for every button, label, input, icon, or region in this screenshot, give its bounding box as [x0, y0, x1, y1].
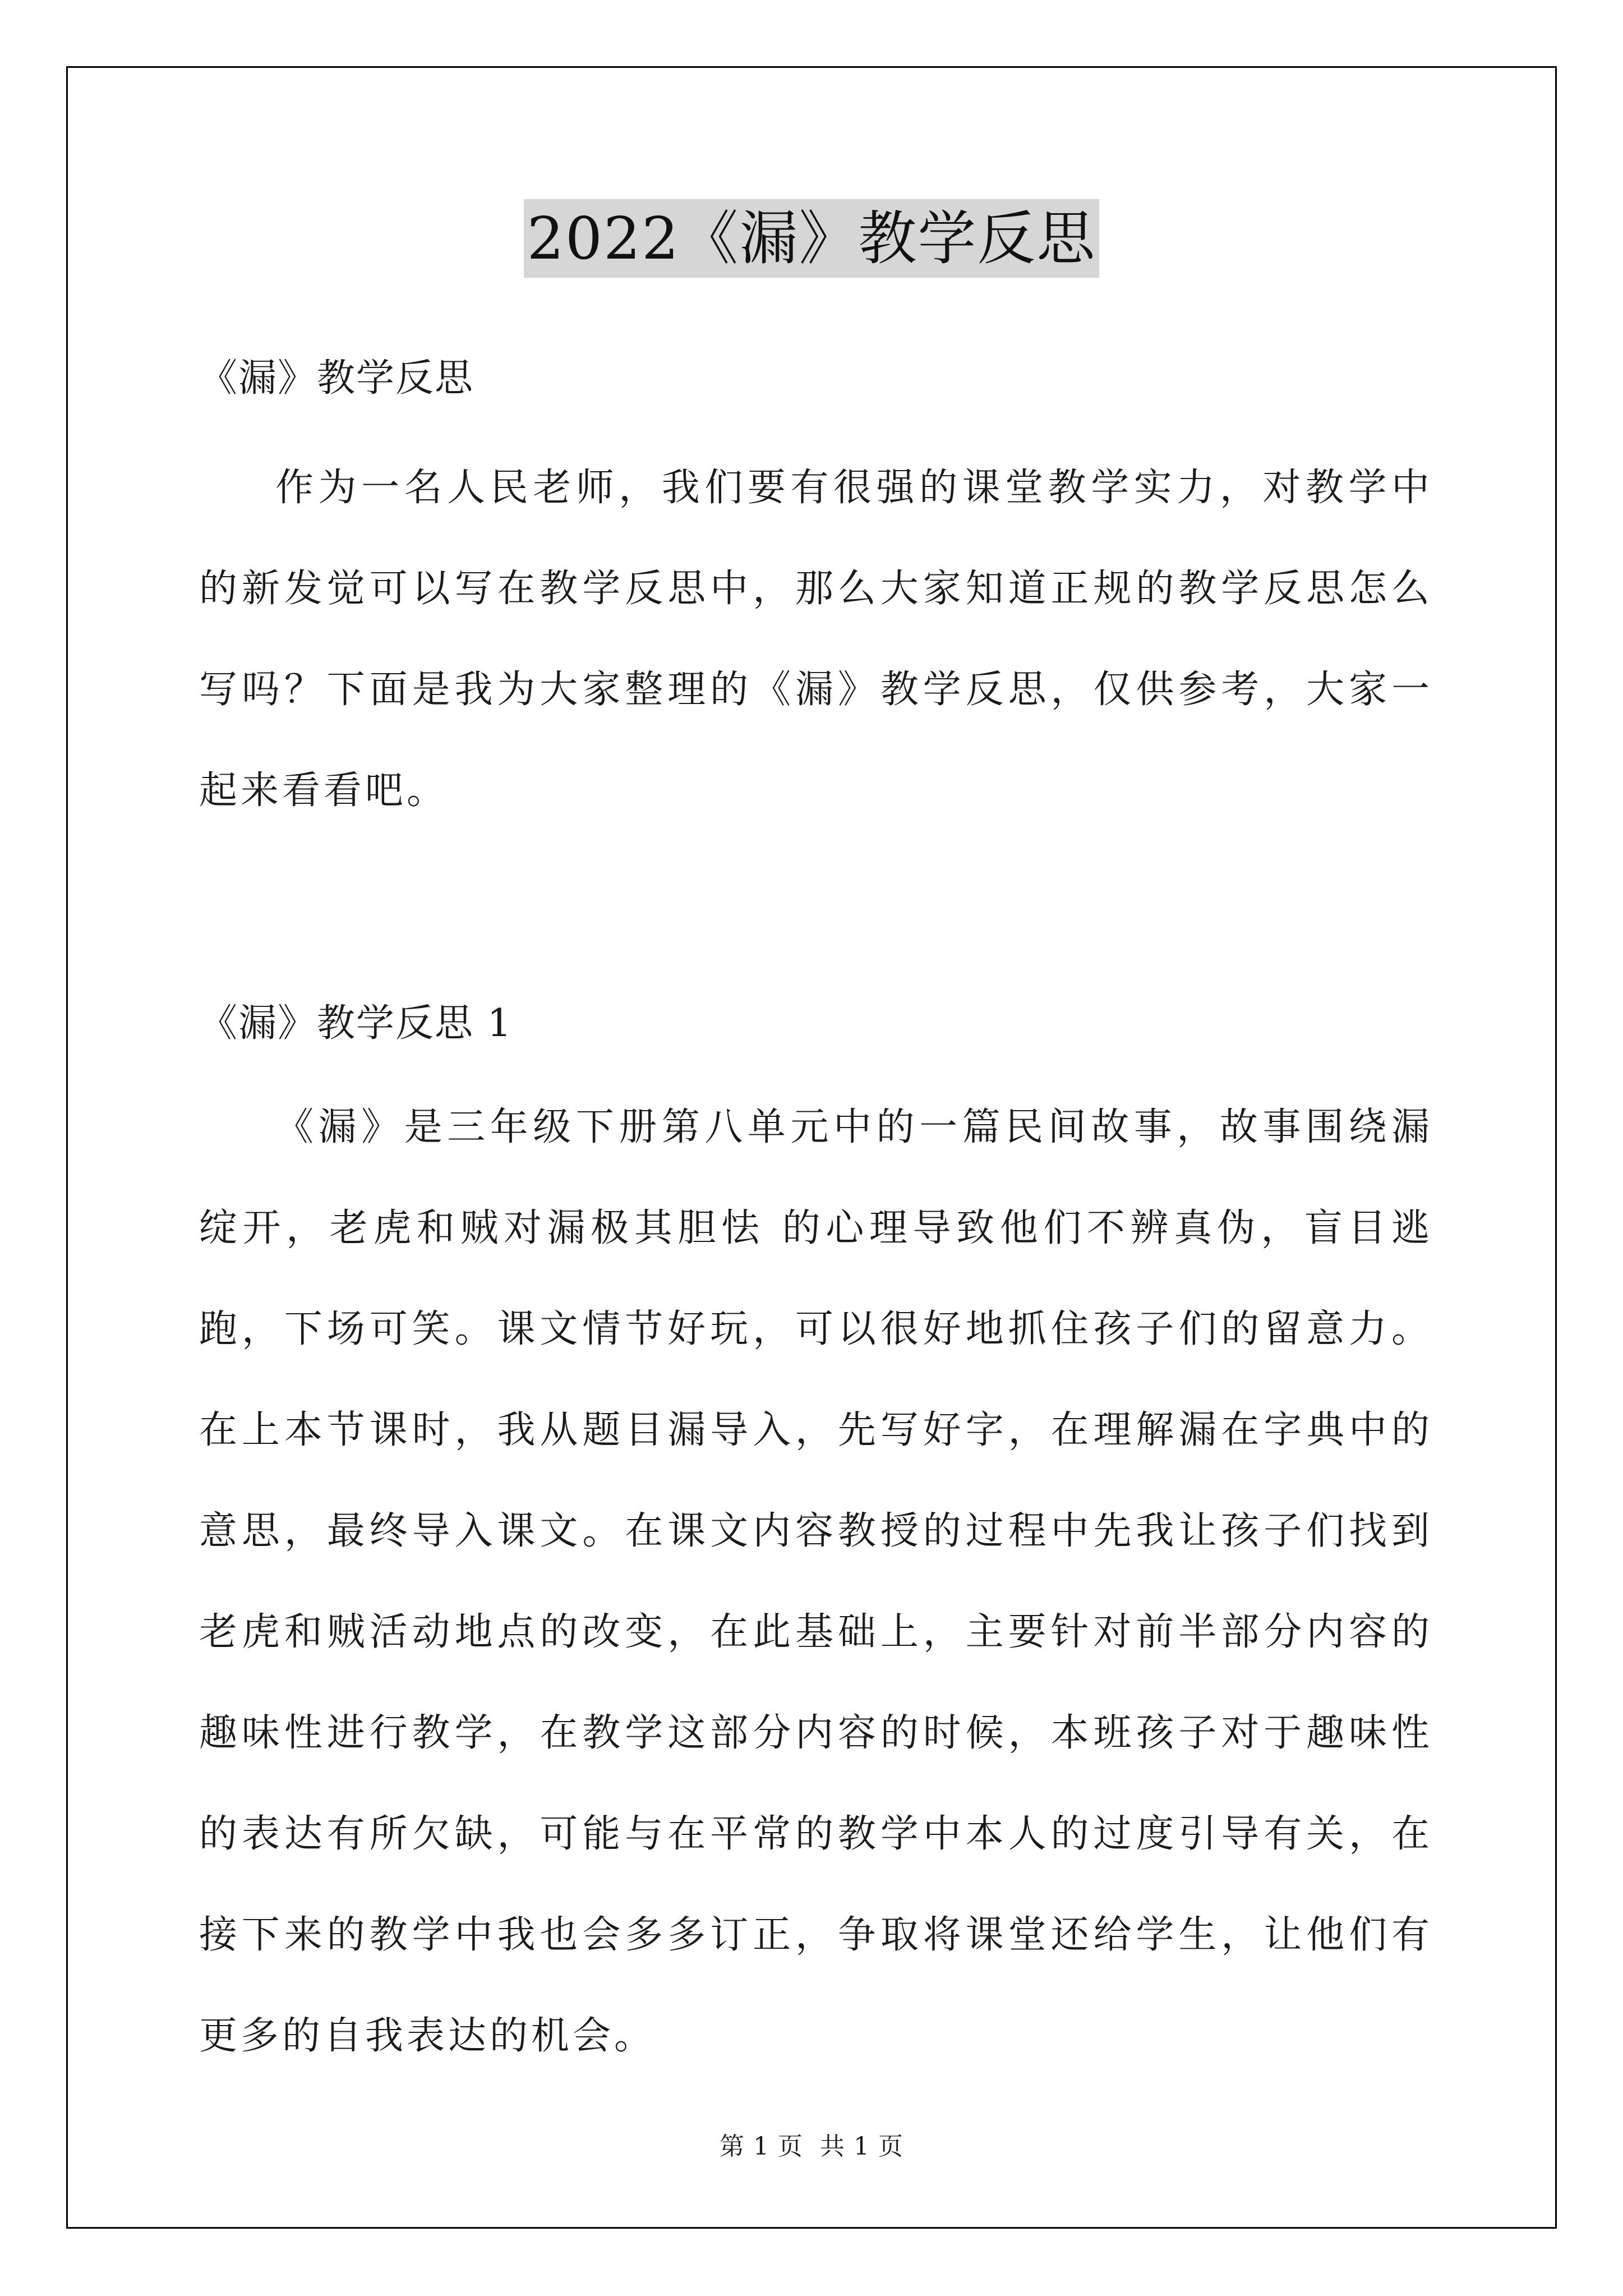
page-number-current: 第 1 页 — [720, 2132, 803, 2161]
intro-paragraph: 作为一名人民老师，我们要有很强的课堂教学实力，对教学中的新发觉可以写在教学反思中，那么大家知道正规的教学反思怎么写吗？下面是我为大家整理的《漏》教学反思，仅供参考，大家一起来看看吧。 — [199, 466, 1433, 813]
title-container — [0, 199, 1623, 278]
intro-heading: 《漏》教学反思 — [199, 356, 474, 401]
section-1-heading: 《漏》教学反思 1 — [199, 1001, 513, 1046]
section-1-paragraph: 《漏》是三年级下册第八单元中的一篇民间故事，故事围绕漏绽开，老虎和贼对漏极其胆怯 的心理导致他们不辨真伪，盲目逃跑，下场可笑。课文情节好玩，可以很好地抓住孩子们的留意力。在上本节课时，我从题目漏导入，先写好字，在理解漏在字典中的意思，最终导入课文。在课文内容教授的过程中先我让孩子们找到老虎和贼活动地点的改变，在此基础上，主要针对前半部分内容的趣味性进行教学，在教学这部分内容的时候，本班孩子对于趣味性的表达有所欠缺，可能与在平常的教学中本人的过度引导有关，在接下来的教学中我也会多多订正，争取将课堂还给学生，让他们有更多的自我表达的机会。 — [199, 1105, 1433, 2058]
page-number-total: 共 1 页 — [820, 2132, 903, 2161]
document-body — [199, 348, 1433, 2087]
page-footer — [0, 2126, 1623, 2162]
document-title: 2022《漏》教学反思 — [524, 199, 1100, 278]
